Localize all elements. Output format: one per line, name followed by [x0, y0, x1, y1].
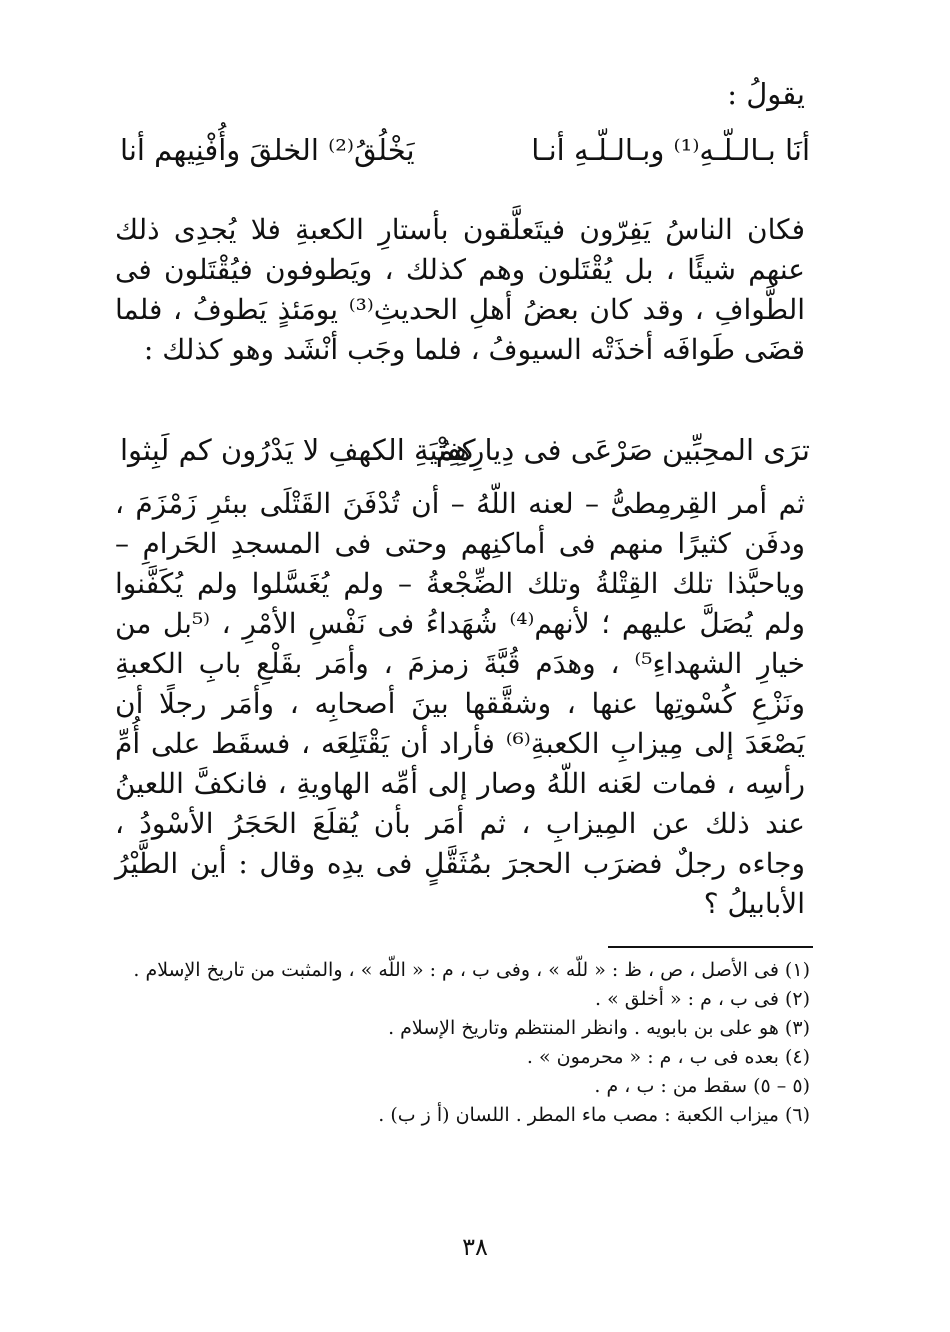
footnote-item: (٣) هو على بن بابويه . وانظر المنتظم وتاريخ الإسلام . [388, 1017, 810, 1039]
footnote-item: (٢) فى ب ، م : « أخلق » . [595, 988, 810, 1010]
verse-2-second-hemistich: كفِتْيَةِ الكهفِ لا يَدْرُون كم لَبِثوا [120, 433, 476, 467]
verse-1-first-hemistich: أنَا بـالـلّـهِ⁽¹⁾ وبـالـلّـهِ أنـا [531, 133, 810, 167]
verse-1-second-hemistich: يَخْلُقُ⁽²⁾ الخلقَ وأُفْنِيهم أنا [120, 133, 415, 167]
footnote-item: (١) فى الأصل ، ص ، ظ : « للّه » ، وفى ب ، م : « اللّه » ، والمثبت من تاريخ الإسلام . [133, 959, 810, 981]
footnotes-list [120, 956, 810, 1130]
main-paragraph-1: فكان الناسُ يَفِرّون فيتَعلَّقون بأستارِ الكعبةِ فلا يُجدِى ذلك عنهم شيئًا ، بل يُقْتَلون وهم كذلك ، ويَطوفون فيُقْتَلون فى الطَّوافِ ، وقد كان بعضُ أهلِ الحديثِ⁽³⁾ يومَئذٍ يَطوفُ ، فلما قضَى طَوافَه أخذَتْه السيوفُ ، فلما وجَب أنْشَد وهو كذلك : [115, 213, 805, 366]
poem-verse-2 [120, 428, 810, 472]
footnote-item: (٦) ميزاب الكعبة : مصب ماء المطر . اللسان (أ ز ب) . [378, 1104, 810, 1126]
main-paragraph-2: ثم أمر القِرمِطىُّ – لعنه اللّهُ – أن تُدْفَنَ القَتْلَى ببئرِ زَمْزَمَ ، ودفَن كثيرًا منهم فى أماكنِهم وحتى فى المسجدِ الحَرامِ – وياحبَّذا تلك القِتْلةُ وتلك الضِّجْعةُ – ولم يُغَسَّلوا ولم يُكَفَّنوا ولم يُصَلَّ عليهم ؛ لأنهم⁽⁴⁾ شُهَداءُ فى نَفْسِ الأمْرِ ، ⁽⁵بل من خيارِ الشهداءِ⁵⁾ ، وهدَم قُبَّةَ زمزمَ ، وأمَر بقَلْعِ بابِ الكعبةِ ونَزْعِ كُسْوتِها عنها ، وشقَّقها بينَ أصحابِه ، وأمَر رجلًا أن يَصْعَدَ إلى مِيزابِ الكعبةِ⁽⁶⁾ فأراد أن يَقْتَلِعَه ، فسقَط على أُمِّ رأسِه ، فمات لعَنه اللّهُ وصار إلى أمِّه الهاويةِ ، فانكفَّ اللعينُ عند ذلك عن المِيزابِ ، ثم أمَر بأن يُقلَعَ الحَجَرُ الأسْودُ ، وجاءه رجلٌ فضرَب الحجرَ بمُثَقَّلٍ فى يدِه وقال : أين الطَّيْرُ الأبابيلُ ؟ [115, 487, 805, 920]
footnote-separator [608, 946, 813, 948]
intro-line: يقولُ : [727, 77, 805, 111]
footnote-item: (٥ – ٥) سقط من : ب ، م . [594, 1075, 810, 1097]
verse-2-first-hemistich: ترَى المحِبِّين صَرْعَى فى دِيارِهِمُ [435, 433, 810, 467]
footnote-item: (٤) بعده فى ب ، م : « محرمون » . [526, 1046, 810, 1068]
page-number: ٣٨ [462, 1233, 488, 1261]
poem-verse-1 [120, 128, 810, 172]
